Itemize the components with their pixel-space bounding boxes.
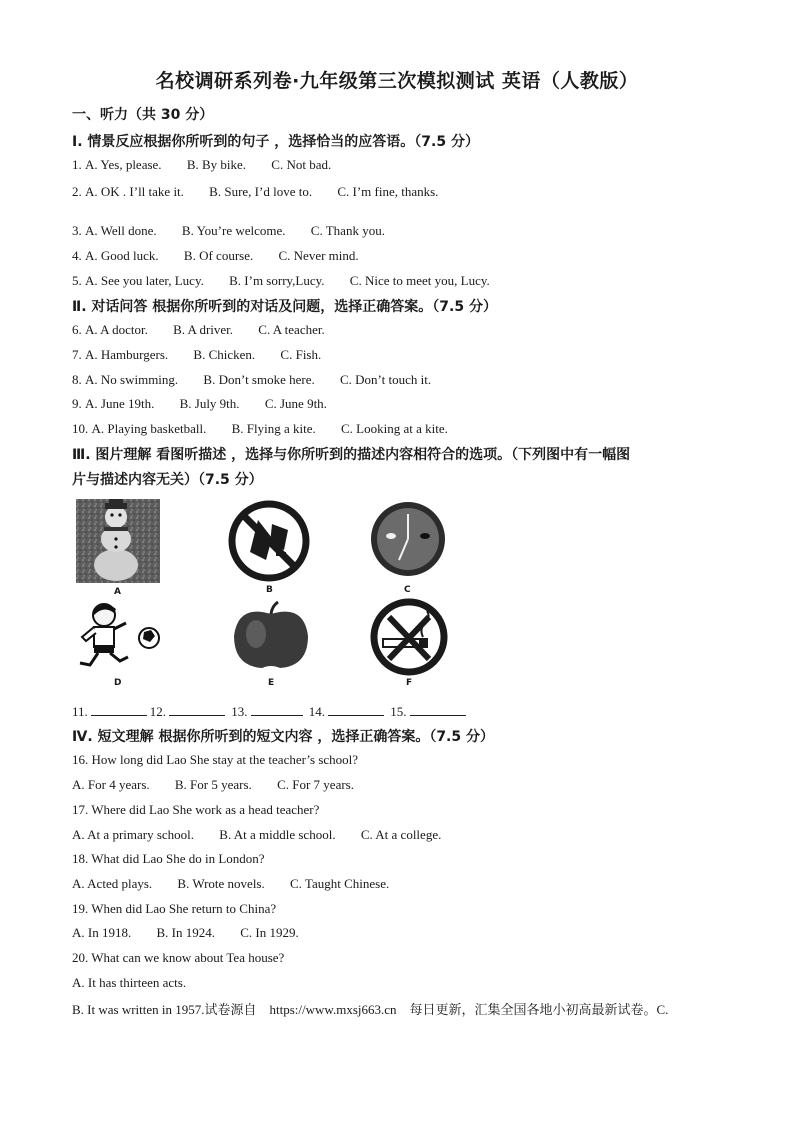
question-4	[72, 248, 381, 264]
option-b: B. For 5 years.	[174, 777, 252, 792]
question-19-options	[72, 925, 321, 941]
answer-blank-14[interactable]	[328, 703, 384, 716]
answer-blank-11[interactable]	[91, 703, 147, 716]
blank-number: 11.	[72, 704, 88, 719]
option-c: C. For 7 years.	[277, 777, 354, 792]
part2-heading: Ⅱ. 对话问答 根据你所听到的对话及问题，选择正确答案。（7.5 分）	[72, 299, 497, 315]
option-c: C. Not bad.	[271, 157, 332, 172]
part4-heading: Ⅳ. 短文理解 根据你所听到的短文内容 ，选择正确答案。（7.5 分）	[72, 729, 494, 745]
blank-number: 14.	[308, 704, 326, 719]
option-a: A. In 1918.	[72, 925, 132, 940]
question-18-text: 18. What did Lao She do in London?	[72, 851, 265, 866]
picture-label-b: B	[266, 585, 273, 595]
question-10	[72, 421, 470, 437]
option-a: A. Playing basketball.	[91, 421, 207, 436]
question-number: 8.	[72, 372, 82, 387]
question-number: 6.	[72, 322, 82, 337]
part3-heading-line2: 片与描述内容无关）（7.5 分）	[72, 472, 263, 488]
blank-number: 15.	[390, 704, 407, 719]
picture-e-apple	[228, 600, 314, 672]
question-20-option-a: A. It has thirteen acts.	[72, 975, 187, 990]
option-c: C. Nice to meet you, Lucy.	[349, 273, 490, 288]
question-6	[72, 322, 347, 338]
question-20-text: 20. What can we know about Tea house?	[72, 950, 285, 965]
picture-label-f: F	[406, 678, 413, 688]
question-3	[72, 223, 407, 239]
picture-label-a: A	[114, 587, 121, 597]
option-c: C. Looking at a kite.	[340, 421, 448, 436]
option-b: B. July 9th.	[179, 396, 240, 411]
option-a: A. Acted plays.	[72, 876, 153, 891]
picture-c-sleeping-clock	[369, 500, 447, 578]
option-b: B. Of course.	[183, 248, 254, 263]
question-number: 5.	[72, 273, 82, 288]
question-17-text: 17. Where did Lao She work as a head teacher?	[72, 802, 320, 817]
option-a: A. Yes, please.	[85, 157, 162, 172]
option-c: C. A teacher.	[258, 322, 325, 337]
option-b: B. You’re welcome.	[181, 223, 286, 238]
option-c: C. Taught Chinese.	[290, 876, 390, 891]
question-number: 10.	[72, 421, 89, 436]
question-20-option-b: B. It was written in 1957.试卷源自 https://www.mxsj663.cn 每日更新，汇集全国各地小初高最新试卷。C.	[72, 1002, 669, 1017]
option-a: A. OK . I’ll take it.	[85, 184, 184, 199]
question-number: 7.	[72, 347, 82, 362]
option-a: A. A doctor.	[85, 322, 148, 337]
option-a: A. Good luck.	[85, 248, 159, 263]
answer-blank-15[interactable]	[410, 703, 466, 716]
option-a: A. No swimming.	[85, 372, 179, 387]
picture-f-no-smoking-sign	[369, 597, 449, 677]
part3-heading-line1: Ⅲ. 图片理解 看图听描述 ，选择与你所听到的描述内容相符合的选项。（下列图中有一幅图	[72, 447, 631, 463]
question-7	[72, 347, 343, 363]
blank-number: 12.	[149, 704, 167, 719]
question-16-text: 16. How long did Lao She stay at the teacher’s school?	[72, 752, 359, 767]
option-b: B. Flying a kite.	[231, 421, 316, 436]
option-b: B. By bike.	[186, 157, 247, 172]
option-a: A. See you later, Lucy.	[85, 273, 204, 288]
picture-b-no-eating-sign	[228, 500, 310, 582]
option-b: B. Chicken.	[193, 347, 256, 362]
option-b: B. Wrote novels.	[177, 876, 265, 891]
question-17-options	[72, 827, 463, 843]
option-a: A. For 4 years.	[72, 777, 150, 792]
option-b: B. Don’t smoke here.	[203, 372, 315, 387]
question-9	[72, 396, 349, 412]
picture-label-d: D	[114, 678, 122, 688]
option-c: C. Fish.	[280, 347, 322, 362]
option-b: B. A driver.	[173, 322, 234, 337]
question-number: 9.	[72, 396, 82, 411]
section-heading: 一、听力（共 30 分）	[72, 107, 214, 123]
option-c: C. Never mind.	[278, 248, 359, 263]
question-number: 1.	[72, 157, 82, 172]
picture-d-soccer-boy	[76, 601, 162, 673]
question-number: 4.	[72, 248, 82, 263]
question-5	[72, 273, 512, 289]
answer-blank-12[interactable]	[169, 703, 225, 716]
question-1	[72, 157, 353, 173]
question-number: 3.	[72, 223, 82, 238]
question-8	[72, 372, 453, 388]
option-a: A. Well done.	[85, 223, 157, 238]
answer-blank-13[interactable]	[251, 703, 303, 716]
page-title: 名校调研系列卷·九年级第三次模拟测试 英语（人教版）	[155, 70, 639, 92]
option-b: B. Sure, I’d love to.	[209, 184, 313, 199]
option-c: C. I’m fine, thanks.	[337, 184, 439, 199]
option-b: B. I’m sorry,Lucy.	[229, 273, 325, 288]
blank-number: 13.	[231, 704, 248, 719]
option-b: B. In 1924.	[156, 925, 215, 940]
option-c: C. Don’t touch it.	[340, 372, 432, 387]
picture-label-e: E	[268, 678, 275, 688]
option-a: A. Hamburgers.	[85, 347, 169, 362]
part1-heading: I. 情景反应根据你所听到的句子 ，选择恰当的应答语。（7.5 分）	[72, 134, 479, 150]
question-16-options	[72, 777, 376, 793]
question-number: 2.	[72, 184, 82, 199]
picture-a-snowman	[76, 499, 160, 583]
question-18-options	[72, 876, 411, 892]
option-a: A. At a primary school.	[72, 827, 195, 842]
option-c: C. In 1929.	[240, 925, 299, 940]
answer-blanks-row	[72, 703, 469, 720]
option-a: A. June 19th.	[85, 396, 155, 411]
question-2	[72, 184, 460, 200]
option-c: C. June 9th.	[264, 396, 327, 411]
option-b: B. At a middle school.	[219, 827, 336, 842]
option-c: C. Thank you.	[310, 223, 385, 238]
option-c: C. At a college.	[360, 827, 442, 842]
picture-label-c: C	[404, 585, 411, 595]
question-19-text: 19. When did Lao She return to China?	[72, 901, 277, 916]
